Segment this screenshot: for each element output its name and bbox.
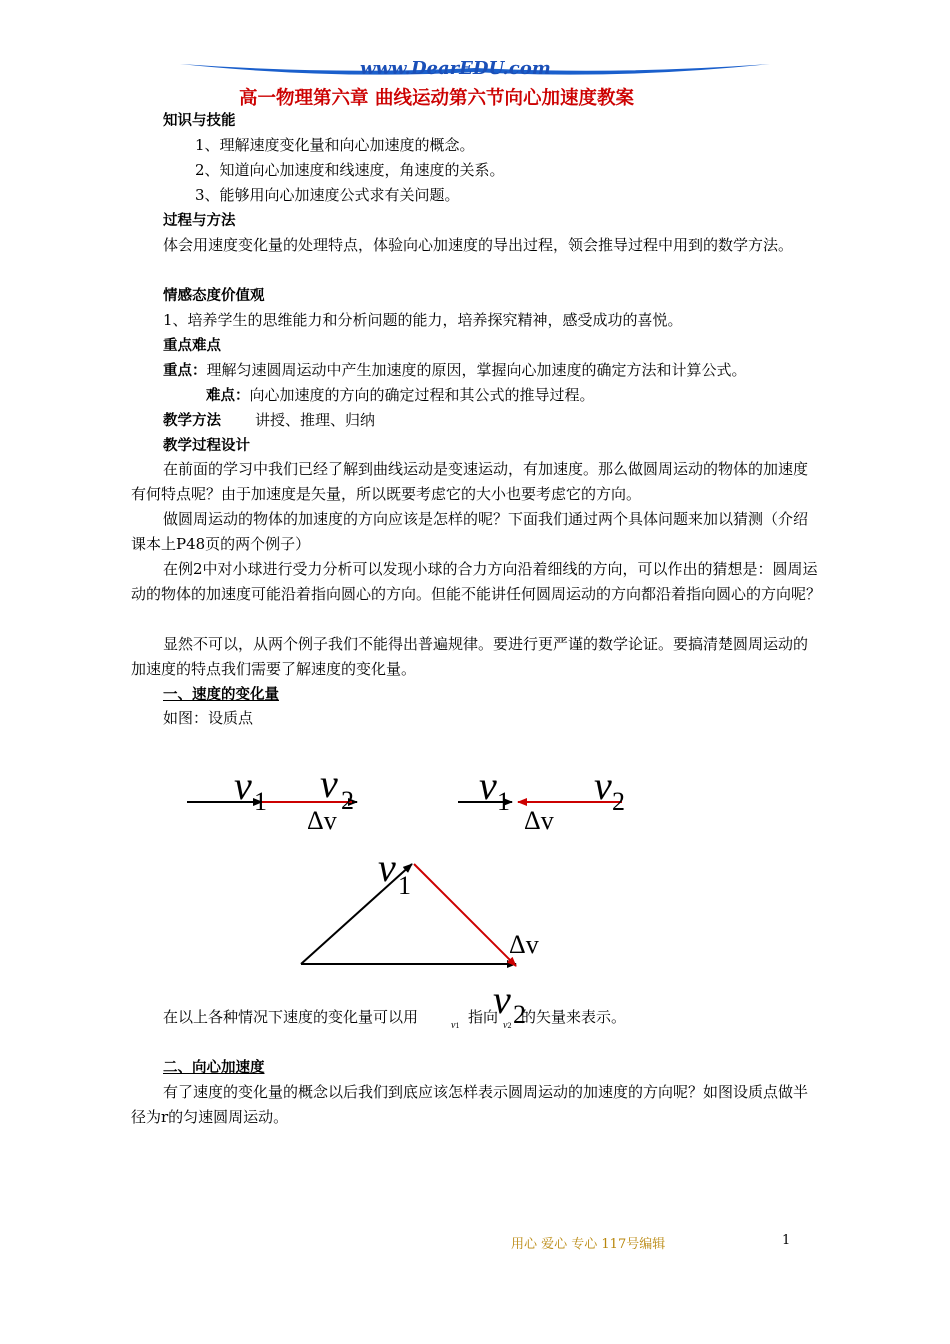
key-label: 重点：: [163, 363, 207, 379]
knowledge-item-3: 3、能够用向心加速度公式求有关问题。: [195, 186, 460, 204]
emotion-text: 1、培养学生的思维能力和分析问题的能力，培养探究精神，感受成功的喜悦。: [163, 311, 683, 329]
case3-v1-label: v: [378, 845, 396, 890]
heading-design: 教学过程设计: [163, 438, 250, 454]
velocity-change-figure: [0, 740, 950, 1040]
case3-delta-label: Δv: [509, 930, 539, 959]
key-text: 理解匀速圆周运动中产生加速度的原因，掌握向心加速度的确定方法和计算公式。: [206, 361, 747, 379]
case2-v1-label: v: [479, 763, 497, 808]
heading-part2: 二、向心加速度: [163, 1060, 265, 1076]
case2-delta-label: Δv: [524, 806, 554, 835]
footer-motto: 用心 爱心 专心 117号编辑: [511, 1237, 666, 1252]
process-paragraph: 体会用速度变化量的处理特点，体验向心加速度的导出过程，领会推导过程中用到的数学方法。: [163, 236, 794, 254]
case2-v2-sub: 2: [612, 787, 625, 816]
difficult-label: 难点：: [206, 388, 250, 404]
case1-v1-sub: 1: [254, 787, 267, 816]
heading-part1: 一、速度的变化量: [163, 687, 279, 703]
case3-v1-sub: 1: [398, 871, 411, 900]
heading-method: 教学方法: [163, 413, 221, 429]
part1-conclusion-c: 的矢量来表示。: [521, 1008, 627, 1026]
heading-emotion: 情感态度价值观: [163, 288, 265, 304]
design-paragraph-4: 显然不可以，从两个例子我们不能得出普遍规律。要进行更严谨的数学论证。要搞清楚圆周运动的加速度的特点我们需要了解速度的变化量。: [131, 635, 809, 678]
heading-knowledge: 知识与技能: [163, 113, 236, 129]
case1-v-label: v: [234, 763, 252, 808]
case3-delta-arrow: [414, 864, 516, 966]
key-point-line: [163, 359, 747, 380]
method-line: [163, 409, 375, 430]
case1-v2-sub: 2: [341, 786, 354, 815]
part1-conclusion-b: 指向: [468, 1008, 499, 1026]
case1-v2-label: v: [320, 761, 338, 806]
knowledge-item-2: 2、知道向心加速度和线速度，角速度的关系。: [195, 161, 505, 179]
method-text: 讲授、推理、归纳: [255, 411, 376, 429]
part2-paragraph: 有了速度的变化量的概念以后我们到底应该怎样表示圆周运动的加速度的方向呢？如图设质点做半径为r的匀速圆周运动。: [131, 1083, 809, 1126]
page-title: 高一物理第六章 曲线运动第六节向心加速度教案: [239, 88, 634, 109]
case2-v2-label: v: [594, 763, 612, 808]
inline-v1: v1: [451, 1020, 460, 1031]
case3-v2-label: v: [493, 977, 511, 1022]
design-paragraph-1: 在前面的学习中我们已经了解到曲线运动是变速运动，有加速度。那么做圆周运动的物体的加速度有何特点呢？由于加速度是矢量，所以既要考虑它的大小也要考虑它的方向。: [131, 460, 809, 503]
case1-delta-label: Δv: [307, 806, 337, 835]
design-paragraph-2: 做圆周运动的物体的加速度的方向应该是怎样的呢？下面我们通过两个具体问题来加以猜测（介绍课本上P48页的两个例子）: [131, 510, 809, 553]
part1-conclusion-a: 在以上各种情况下速度的变化量可以用: [163, 1008, 419, 1026]
design-paragraph-3: 在例2中对小球进行受力分析可以发现小球的合力方向沿着细线的方向，可以作出的猜想是：圆周运动的物体的加速度可能沿着指向圆心的方向。但能不能讲任何圆周运动的方向都沿着指向圆心的方向呢？: [131, 560, 822, 603]
difficult-point-line: [206, 384, 595, 405]
inline-v2: v2: [503, 1020, 512, 1031]
site-logo-text: www.DearEDU.com: [360, 58, 551, 79]
case2-v1-sub: 1: [497, 787, 510, 816]
page-number: 1: [782, 1233, 791, 1248]
part1-intro: 如图：设质点: [163, 709, 254, 727]
heading-key-points: 重点难点: [163, 338, 221, 354]
heading-process: 过程与方法: [163, 213, 236, 229]
knowledge-item-1: 1、理解速度变化量和向心加速度的概念。: [195, 136, 475, 154]
case3-v2-sub: 2: [513, 1000, 526, 1029]
difficult-text: 向心加速度的方向的确定过程和其公式的推导过程。: [249, 386, 595, 404]
